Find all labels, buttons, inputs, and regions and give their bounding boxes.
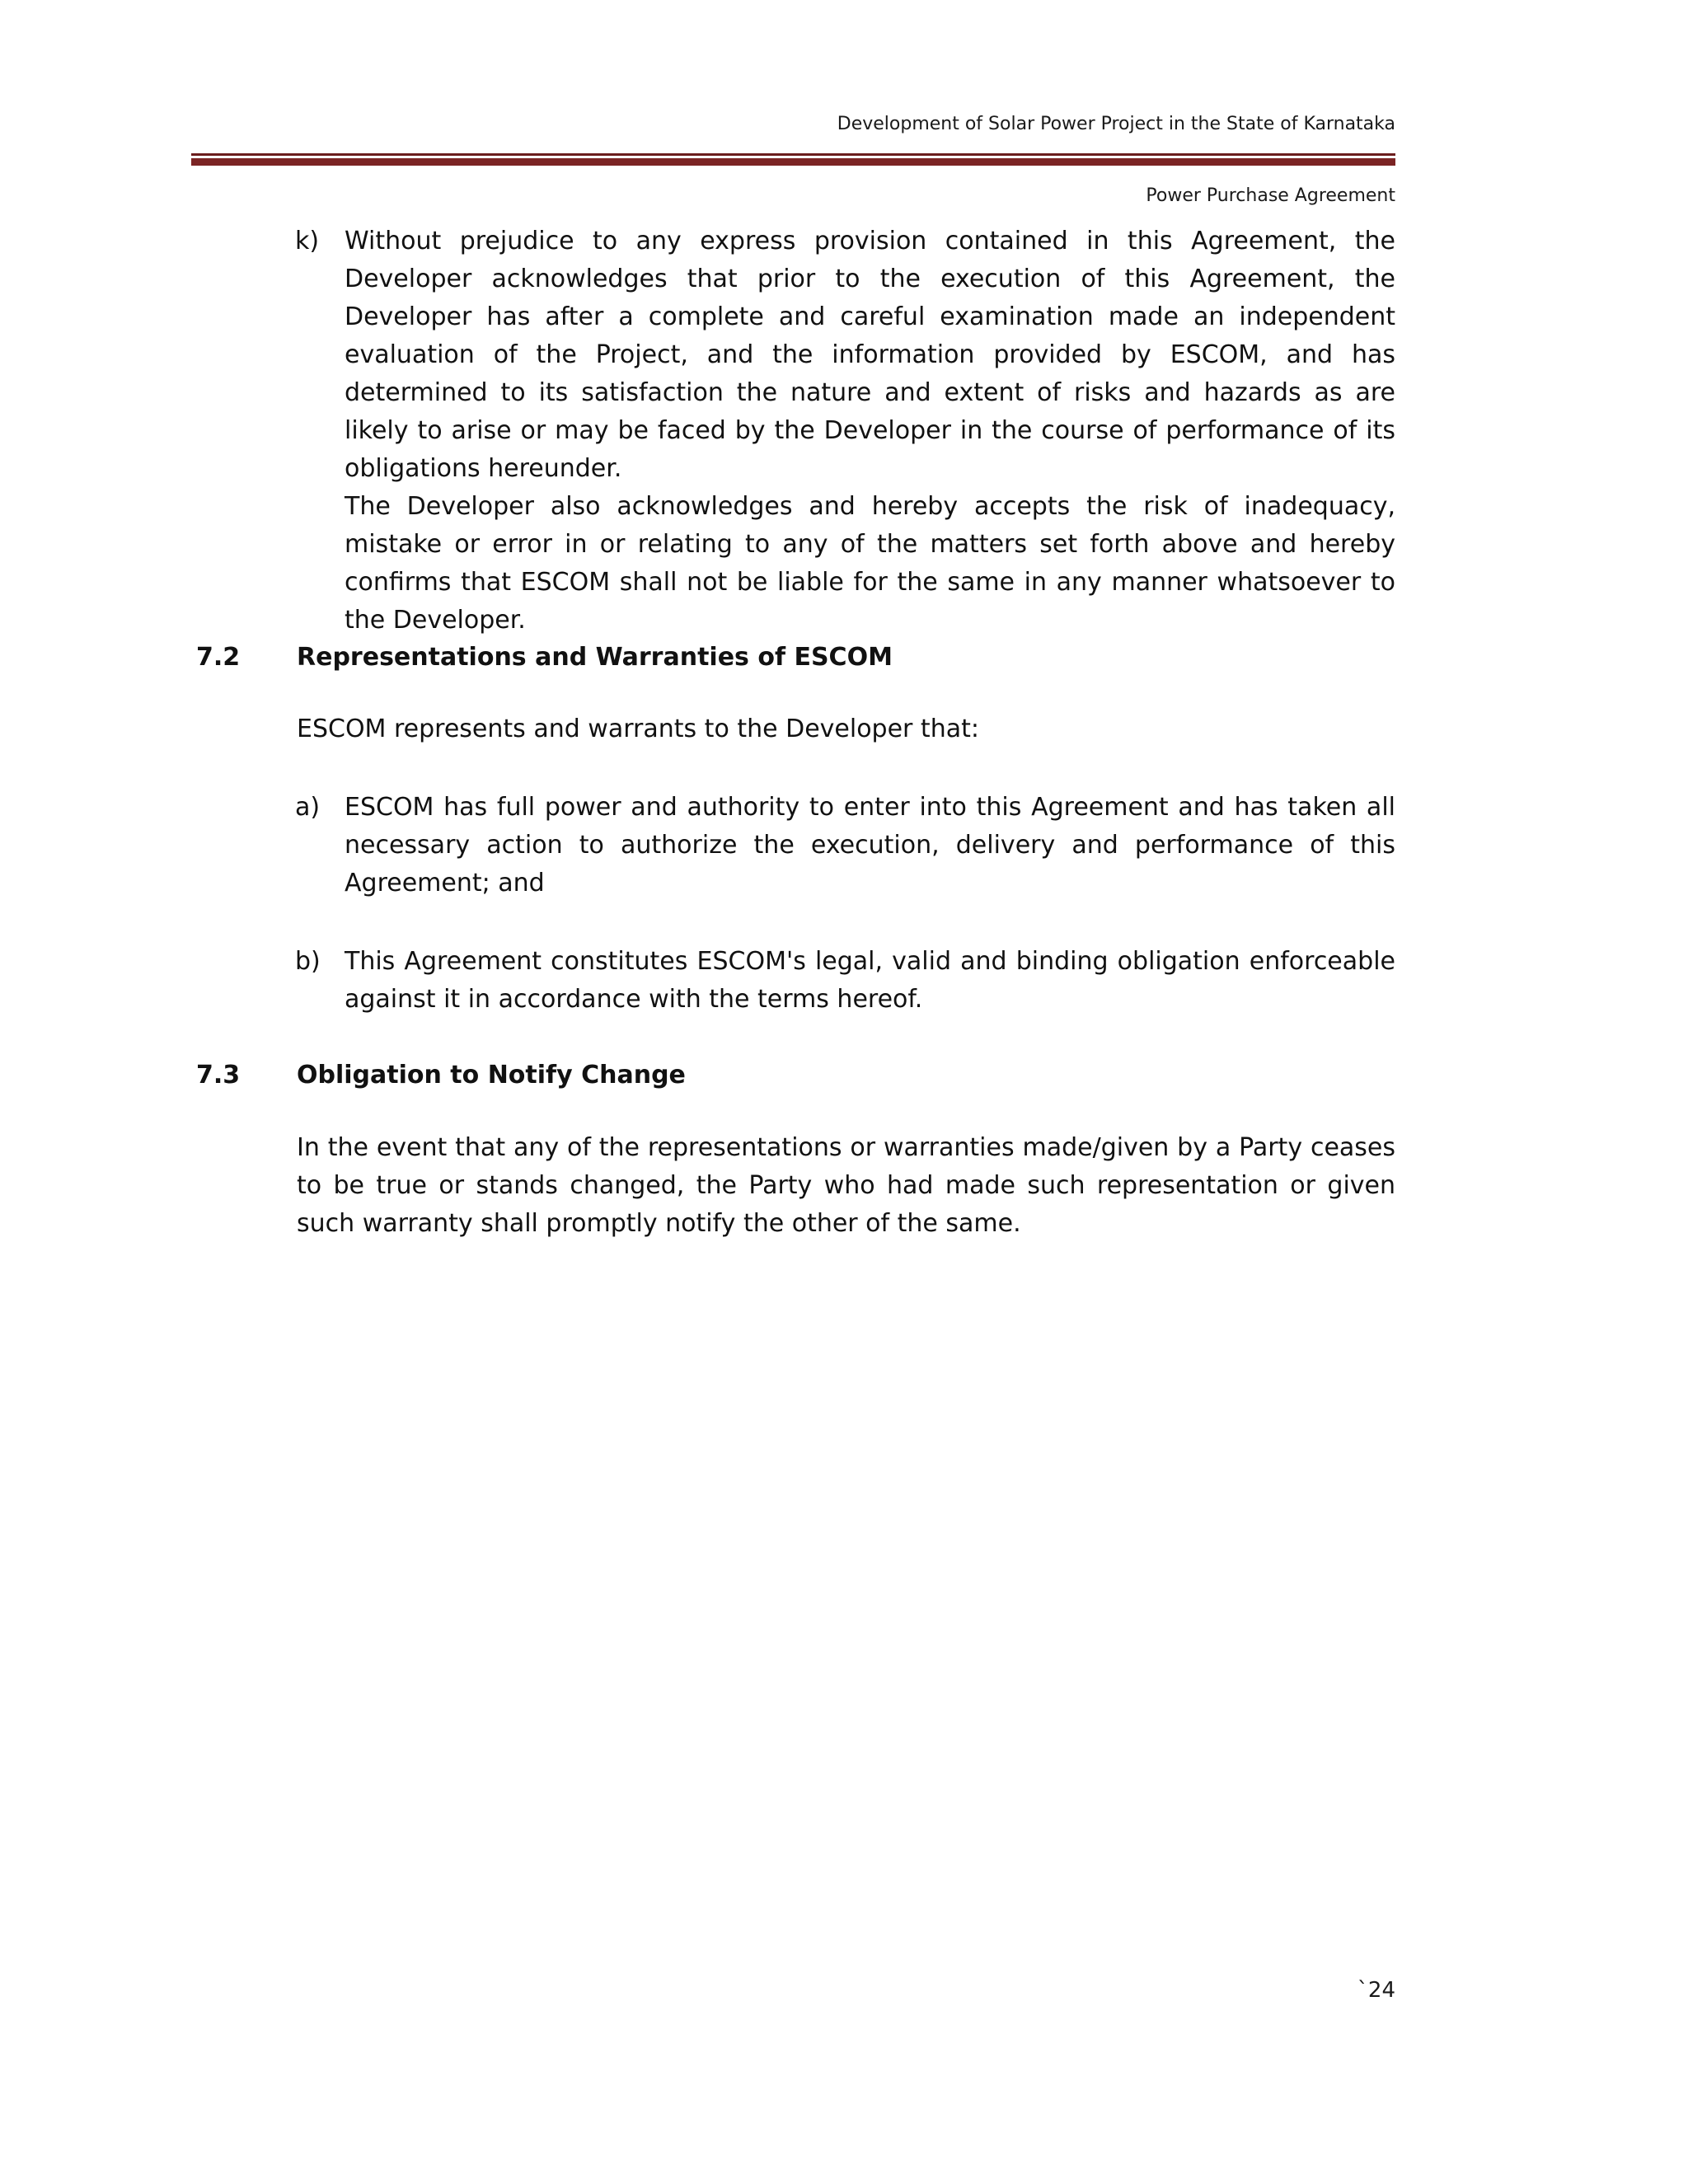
item-a-marker: a) — [295, 793, 321, 822]
header-rule-thin — [191, 153, 1395, 156]
section-7-2-heading: Representations and Warranties of ESCOM — [297, 643, 893, 672]
item-b-marker: b) — [295, 947, 321, 976]
section-7-2-number: 7.2 — [196, 643, 241, 672]
clause-k-text: Without prejudice to any express provision contained in this Agreement, the Developer acknowledges that prior to the execution of this Agreement, the Developer has after a complete and careful examination made an independent evaluation of the Project, and the information provided by ESCOM, and has determined to its satisfaction the nature and extent of risks and hazards as are likely to arise or may be faced by the Developer in the course of performance of its obligations hereunder. — [345, 227, 1395, 483]
section-7-3-text: In the event that any of the representations or warranties made/given by a Party ceases to be true or stands changed, the Party who had made such representation or given such warranty shall promptly notify the other of the same. — [297, 1133, 1395, 1238]
clause-k-marker: k) — [295, 227, 320, 255]
header-rule — [191, 153, 1395, 168]
page-number: `24 — [1357, 1978, 1395, 2003]
section-7-3-heading: Obligation to Notify Change — [297, 1061, 686, 1090]
header-title: Development of Solar Power Project in the State of Karnataka — [837, 114, 1395, 134]
header-subtitle: Power Purchase Agreement — [1146, 185, 1395, 206]
section-7-3-number: 7.3 — [196, 1061, 241, 1090]
item-a-text: ESCOM has full power and authority to enter into this Agreement and has taken all necessary action to authorize the execution, delivery and performance of this Agreement; and — [345, 793, 1395, 898]
item-b-text: This Agreement constitutes ESCOM's legal, valid and binding obligation enforceable against it in accordance with the terms hereof. — [345, 947, 1395, 1014]
section-7-2-intro: ESCOM represents and warrants to the Developer that: — [297, 715, 979, 743]
clause-k-continuation: The Developer also acknowledges and hereby accepts the risk of inadequacy, mistake or error in or relating to any of the matters set forth above and hereby confirms that ESCOM shall not be liable for the same in any manner whatsoever to the Developer. — [345, 492, 1395, 635]
header-rule-thick — [191, 158, 1395, 166]
